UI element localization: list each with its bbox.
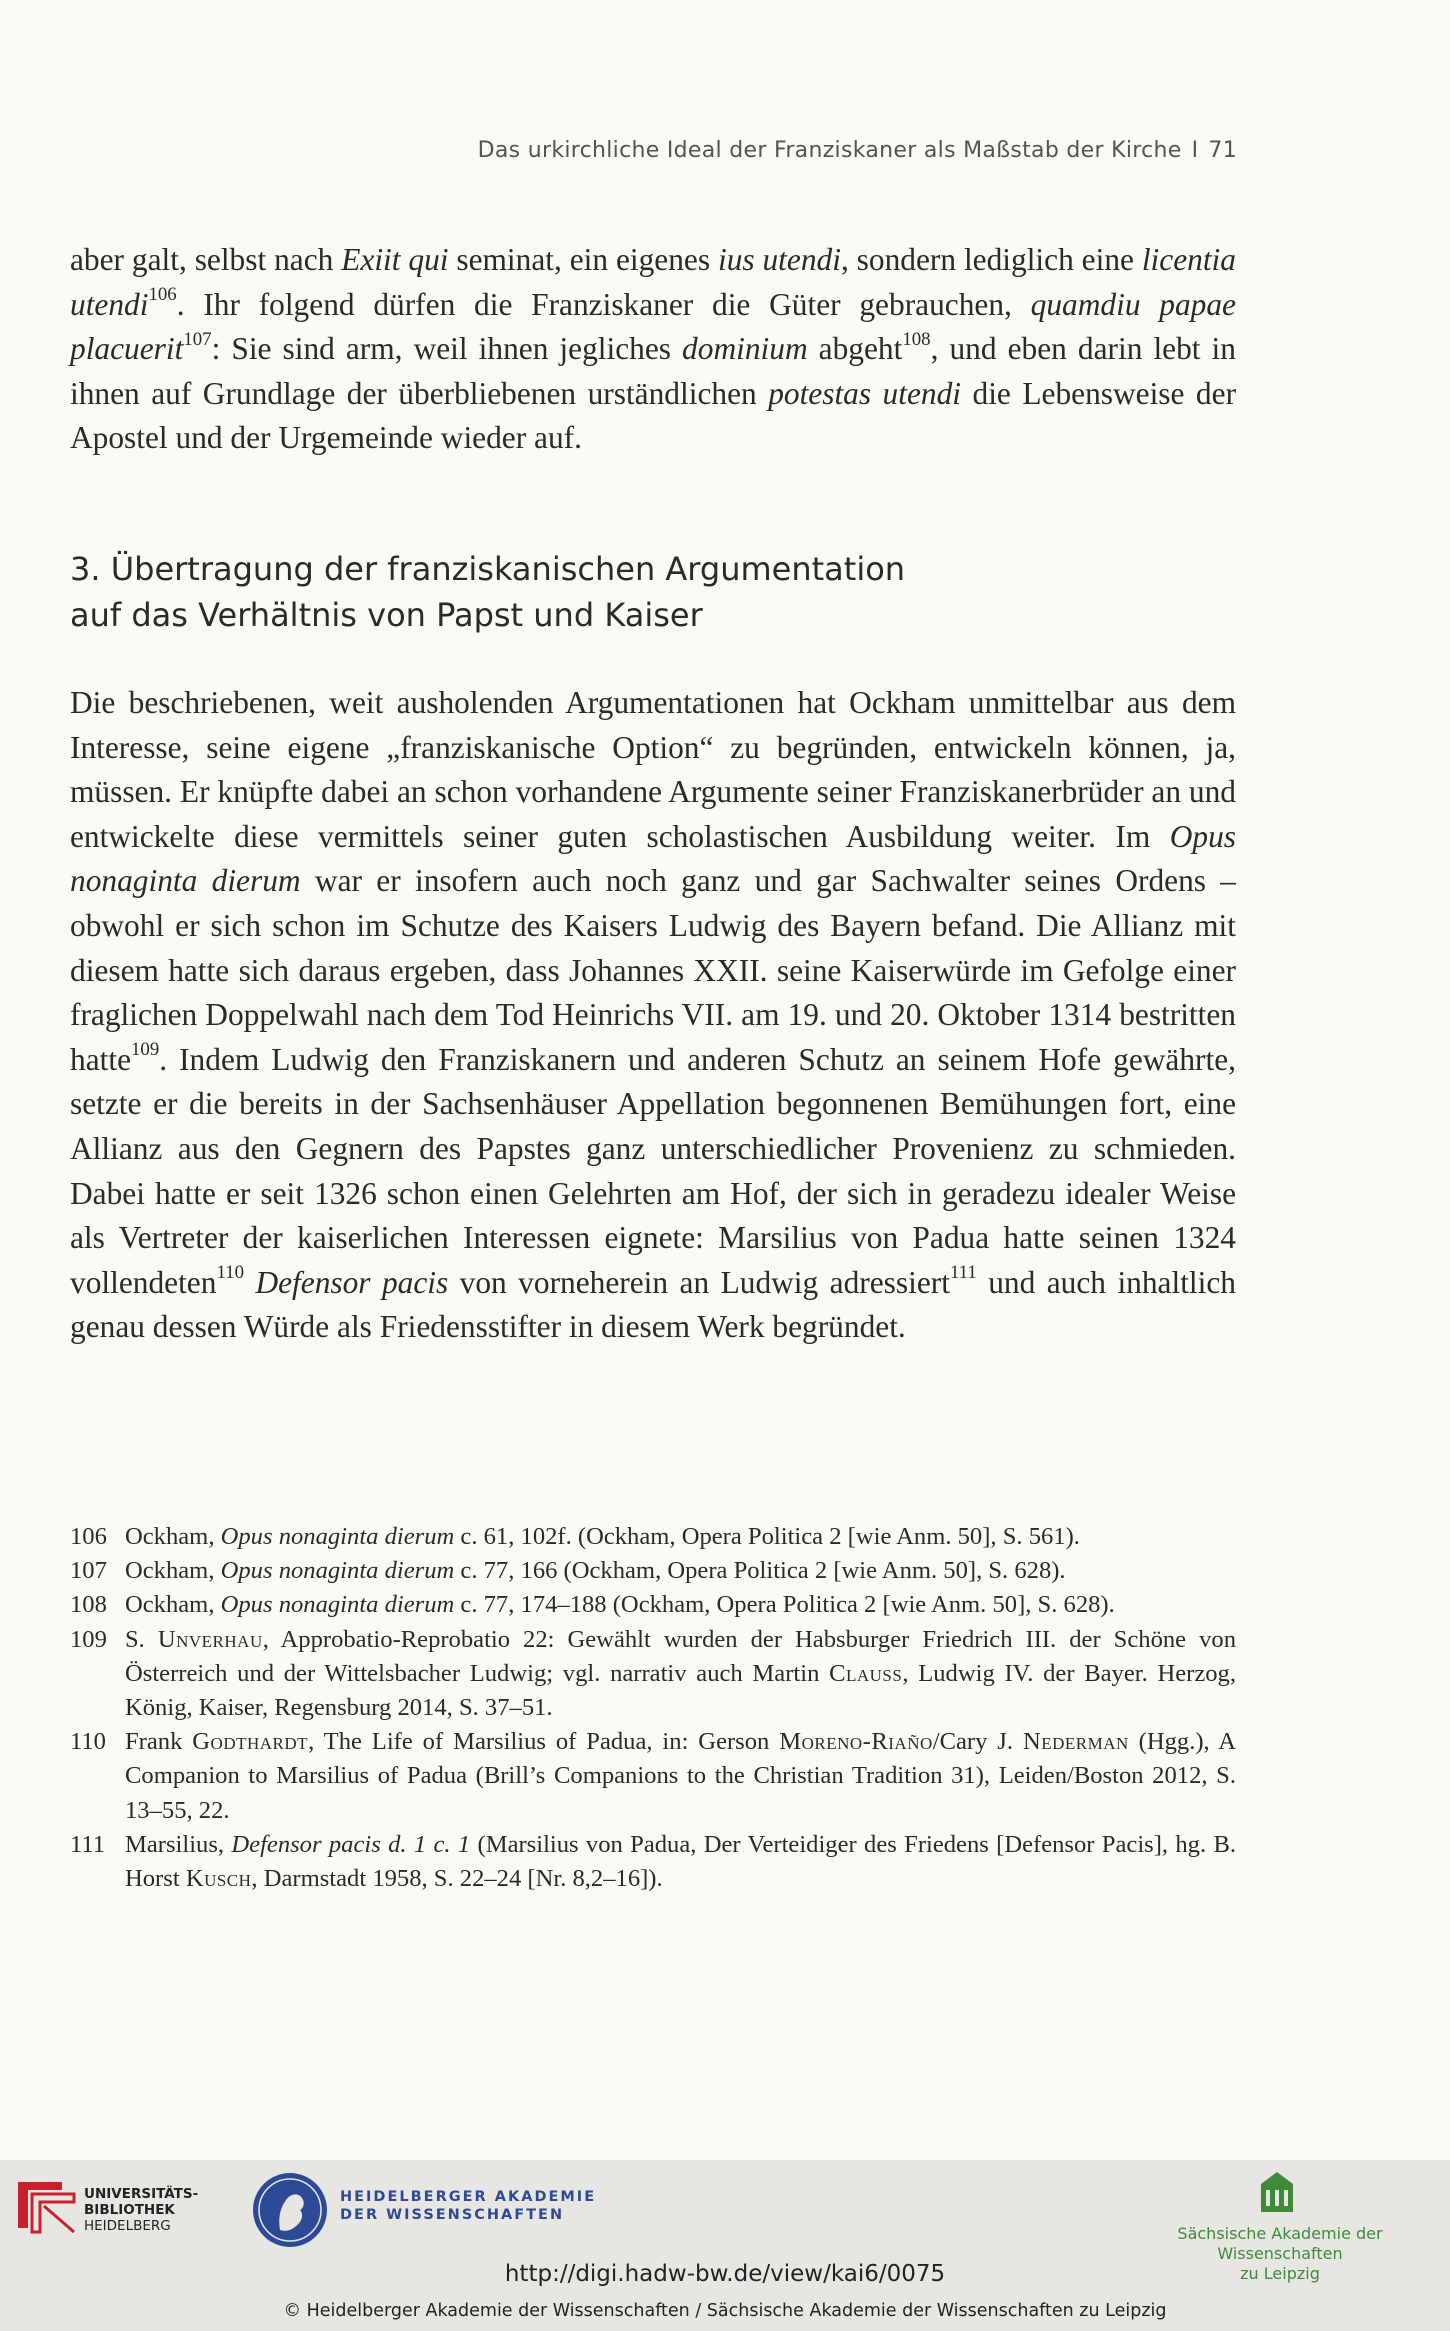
footnote xyxy=(70,1725,1236,1828)
footnote xyxy=(70,1623,1236,1726)
italic-text: Exiit qui xyxy=(341,242,449,277)
footnote-text xyxy=(125,1828,1236,1896)
text: die Lebensweise der Apostel und der Urgemeinde wieder auf. xyxy=(70,375,1237,456)
footnote-text xyxy=(125,1554,1236,1588)
saw-line: Sächsische Akademie der Wissenschaften xyxy=(1177,2224,1383,2263)
footnote-ref[interactable]: 106 xyxy=(148,284,177,306)
hadw-seal-icon[interactable] xyxy=(250,2170,330,2250)
italic-text: ius utendi xyxy=(717,242,841,277)
footnote-ref[interactable]: 107 xyxy=(183,328,212,350)
text: , Ludwig IV. der Bayer. Herzog, König, Kaiser, Regensburg 2014, S. 37–51. xyxy=(125,1659,1236,1722)
ub-heidelberg-label xyxy=(84,2186,198,2234)
text: aber galt, selbst nach xyxy=(70,242,342,277)
text: abgeht xyxy=(807,331,903,367)
paragraph-1 xyxy=(70,238,1236,461)
text: c. 77, 166 (Ockham, Opera Politica 2 [wie Anm. 50], S. 628). xyxy=(454,1557,1066,1585)
footnote-number: 108 xyxy=(70,1591,107,1619)
ub-line: BIBLIOTHEK xyxy=(84,2202,175,2218)
footnote-ref[interactable]: 111 xyxy=(949,1262,977,1284)
text: , Approbatio-Reprobatio 22: Gewählt wurden der Habsburger Friedrich III. der Schöne von Österreich und der Wittelsbacher Ludwig; vgl. narrativ auch Martin xyxy=(125,1625,1236,1687)
italic-text: Opus nonaginta dierum xyxy=(220,1557,455,1585)
footnotes xyxy=(70,1520,1236,1896)
text: und auch inhaltlich genau dessen Würde als Friedensstifter in diesem Werk begründet. xyxy=(70,1264,1236,1345)
running-head-separator: I xyxy=(1191,138,1199,163)
author-name: Moreno-Riaño xyxy=(779,1728,933,1756)
text: /Cary J. xyxy=(932,1728,1023,1756)
text: (Hgg.), A Companion to Marsilius of Padua (Brill’s Companions to the Christian Tradition 31), Leiden/Boston 2012, S. 13–55, 22. xyxy=(125,1728,1237,1824)
section-heading-line-2: auf das Verhältnis von Papst und Kaiser xyxy=(70,596,703,634)
text: Ockham, xyxy=(125,1523,221,1550)
text: Marsilius, xyxy=(125,1830,232,1858)
footnote xyxy=(70,1588,1236,1622)
digitization-footer xyxy=(0,2160,1450,2331)
italic-text: Opus nonaginta dierum xyxy=(220,1591,455,1619)
text: c. 61, 102f. (Ockham, Opera Politica 2 [wie Anm. 50], S. 561). xyxy=(454,1523,1080,1550)
text: , und eben darin lebt in ihnen auf Grundlage der überbliebenen urständlichen xyxy=(70,331,1236,411)
permalink-url[interactable]: http://digi.hadw-bw.de/view/kai6/0075 xyxy=(504,2261,946,2287)
hadw-label xyxy=(340,2188,596,2224)
italic-text: Defensor pacis d. 1 c. 1 xyxy=(231,1830,471,1858)
footnote xyxy=(70,1828,1236,1896)
italic-text: dominium xyxy=(682,331,808,367)
footnote-ref[interactable]: 108 xyxy=(902,328,931,350)
footnote-number: 111 xyxy=(70,1830,106,1858)
author-name: Nederman xyxy=(1022,1728,1129,1756)
text: war er insofern auch noch ganz und gar Sachwalter seines Ordens – obwohl er sich schon im Schutze des Kaisers Ludwig des Bayern befand. Die Allianz mit diesem hatte sich daraus ergeben, dass Johannes XXII. seine Kaiserwürde im Gefolge einer fraglichen Doppelwahl nach dem Tod Heinrichs VII. am 19. und 20. Oktober 1314 bestritten hatte xyxy=(70,863,1236,1077)
page-number: 71 xyxy=(1208,138,1237,163)
text: S. xyxy=(125,1625,158,1653)
footnote-number: 106 xyxy=(70,1523,107,1550)
text: Ockham, xyxy=(125,1557,221,1585)
italic-text: Opus nonaginta dierum xyxy=(220,1523,455,1550)
text: . Indem Ludwig den Franziskanern und anderen Schutz an seinem Hofe gewährte, setzte er die bereits in der Sachsenhäuser Appellation begonnenen Bemühungen fort, eine Allianz aus den Gegnern des Papstes ganz unterschiedlicher Provenienz zu schmieden. Dabei hatte er seit 1326 schon einen Gelehrten am Hof, der sich in geradezu idealer Weise als Vertreter der kaiserlichen Interessen eignete: Marsilius von Padua hatte seinen 1324 vollendeten xyxy=(70,1041,1236,1300)
ub-line: HEIDELBERG xyxy=(84,2218,171,2234)
author-name: Unverhau xyxy=(157,1625,263,1653)
author-name: Godthardt xyxy=(192,1728,309,1756)
author-name: Kusch xyxy=(185,1865,252,1893)
italic-text: Defensor pacis xyxy=(255,1264,449,1300)
saw-line: zu Leipzig xyxy=(1240,2264,1320,2283)
italic-text: Opus nonaginta dierum xyxy=(70,818,1236,899)
ub-heidelberg-logo-icon[interactable] xyxy=(14,2176,78,2236)
text: Ockham, xyxy=(125,1591,221,1619)
footnote-text xyxy=(125,1588,1236,1622)
hadw-line: DER WISSENSCHAFTEN xyxy=(340,2207,565,2223)
text: (Marsilius von Padua, Der Verteidiger des Friedens [Defensor Pacis], hg. B. Horst xyxy=(125,1830,1236,1893)
footnote-number: 107 xyxy=(70,1557,107,1585)
text: , The Life of Marsilius of Padua, in: Gerson xyxy=(308,1728,780,1756)
footnote-ref[interactable]: 110 xyxy=(216,1262,244,1284)
footnote-text xyxy=(125,1520,1236,1554)
saw-building-icon[interactable] xyxy=(1259,2170,1295,2214)
footnote xyxy=(70,1520,1236,1554)
text: Frank xyxy=(125,1728,193,1756)
ub-line: UNIVERSITÄTS- xyxy=(84,2186,199,2202)
footnote-text xyxy=(125,1725,1236,1828)
section-heading xyxy=(70,546,1170,638)
hadw-line: HEIDELBERGER AKADEMIE xyxy=(340,2189,597,2205)
author-name: Clauss xyxy=(829,1659,903,1687)
text: , Darmstadt 1958, S. 22–24 [Nr. 8,2–16]). xyxy=(251,1865,663,1893)
section-heading-line-1: 3. Übertragung der franziskanischen Argumentation xyxy=(70,550,906,588)
text: : Sie sind arm, weil ihnen jegliches xyxy=(211,331,683,367)
running-head xyxy=(478,138,1237,163)
footnote-text xyxy=(125,1623,1236,1726)
copyright-notice: © Heidelberger Akademie der Wissenschaften / Sächsische Akademie der Wissenschaften zu Leipzig xyxy=(283,2301,1167,2321)
text: seminat, ein eigenes xyxy=(448,242,718,277)
text: , sondern lediglich eine xyxy=(840,242,1142,277)
footnote-number: 110 xyxy=(70,1728,106,1756)
italic-text: licentia utendi xyxy=(70,242,1236,322)
running-head-title: Das urkirchliche Ideal der Franziskaner als Maßstab der Kirche xyxy=(477,138,1182,163)
paragraph-2 xyxy=(70,681,1236,1350)
footnote-number: 109 xyxy=(70,1625,107,1653)
footnote xyxy=(70,1554,1236,1588)
text: . Ihr folgend dürfen die Franziskaner die Güter gebrauchen, xyxy=(176,286,1031,322)
text: von vorneherein an Ludwig adressiert xyxy=(448,1264,950,1300)
text: c. 77, 174–188 (Ockham, Opera Politica 2 [wie Anm. 50], S. 628). xyxy=(454,1591,1115,1619)
footnote-ref[interactable]: 109 xyxy=(131,1039,160,1061)
italic-text: potestas utendi xyxy=(768,375,962,411)
text: Die beschriebenen, weit ausholenden Argumentationen hat Ockham unmittelbar aus dem Interesse, seine eigene „franziskanische Option“ zu begründen, entwickeln können, ja, müssen. Er knüpfte dabei an schon vorhandene Argumente seiner Franziskanerbrüder an und entwickelte diese vermittels seiner guten scholastischen Ausbildung weiter. Im xyxy=(70,685,1236,854)
italic-text: quamdiu papae placuerit xyxy=(70,286,1236,367)
